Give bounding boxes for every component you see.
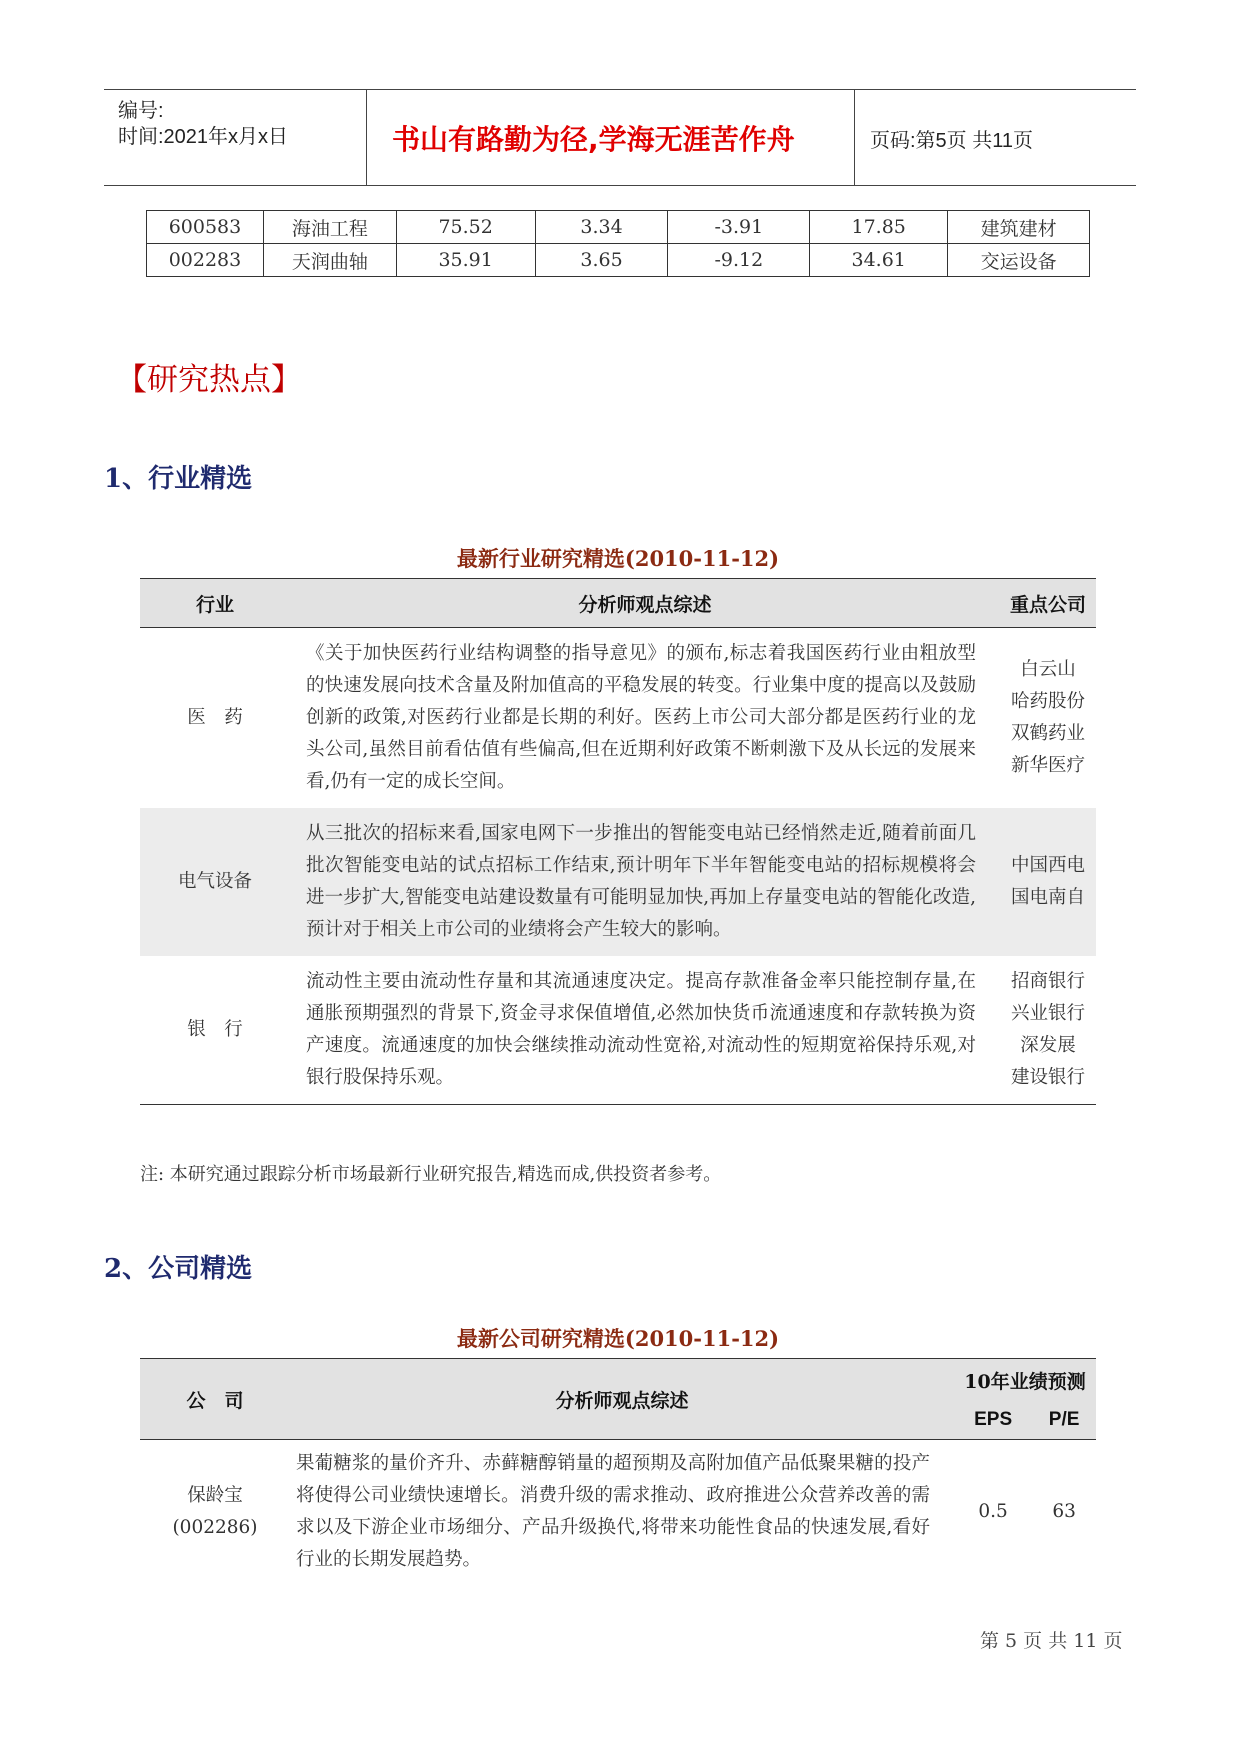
header-page-cell [854, 90, 1136, 185]
analyst-view: 从三批次的招标来看,国家电网下一步推出的智能变电站已经悄然走近,随着前面几批次智能变电站的试点招标工作结束,预计明年下半年智能变电站的招标规模将会进一步扩大,智能变电站建设数量有可能明显加快,再加上存量变电站的智能化改造,预计对于相关上市公司的业绩将会产生较大的影响。 [290, 808, 1000, 956]
stock-code: 002283 [147, 244, 264, 277]
industry-name: 医 药 [187, 707, 243, 728]
stock-name: 天润曲轴 [263, 244, 396, 277]
stock-sector: 交运设备 [948, 244, 1090, 277]
company-name: 新华医疗 [1010, 755, 1085, 776]
table-row [140, 628, 1096, 809]
stock-value: 34.61 [810, 244, 948, 277]
stock-value: 75.52 [396, 211, 535, 244]
analyst-view: 流动性主要由流动性存量和其流通速度决定。提高存款准备金率只能控制存量,在通胀预期强烈的背景下,资金寻求保值增值,必然加快货币流通速度和存款转换为资产速度。流通速度的加快会继续推动流动性宽裕,对流动性的短期宽裕保持乐观,对银行股保持乐观。 [290, 956, 1000, 1105]
table-header-row [140, 1359, 1096, 1402]
company-name: 建设银行 [1010, 1067, 1085, 1088]
company-name: 招商银行 [1010, 971, 1085, 992]
col-header-view: 分析师观点综述 [290, 1359, 954, 1440]
company-name: 中国西电 [1010, 855, 1085, 876]
col-header-pe: P/E [1032, 1401, 1096, 1440]
industry-name: 电气设备 [140, 808, 290, 956]
company-name: 哈药股份 [1010, 691, 1085, 712]
table-note: 注: 本研究通过跟踪分析市场最新行业研究报告,精选而成,供投资者参考。 [140, 1164, 722, 1185]
industry-table [140, 578, 1096, 1105]
company-name: 保龄宝 [187, 1485, 243, 1506]
stock-name: 海油工程 [263, 211, 396, 244]
stock-value: 17.85 [810, 211, 948, 244]
table-row [140, 956, 1096, 1105]
stock-value: -9.12 [668, 244, 810, 277]
pe-value: 63 [1052, 1501, 1076, 1522]
table-row [147, 244, 1090, 277]
company-name: 兴业银行 [1010, 1003, 1085, 1024]
time-label: 时间:2021年x月x日 [118, 126, 289, 148]
industry-name: 银 行 [140, 956, 290, 1105]
page-footer: 第 5 页 共 11 页 [980, 1630, 1123, 1652]
table-row [140, 808, 1096, 956]
stock-value: 3.34 [535, 211, 668, 244]
company-name: 白云山 [1020, 659, 1076, 680]
research-title: 【研究热点】 [116, 362, 302, 398]
header-page-label: 页码:第5页 共11页 [870, 130, 1033, 152]
industry-table-title: 最新行业研究精选(2010-11-12) [456, 546, 780, 571]
company-name: 双鹤药业 [1010, 723, 1085, 744]
table-header-row [140, 579, 1096, 628]
stock-value: -3.91 [668, 211, 810, 244]
stock-table [146, 210, 1090, 277]
analyst-view: 果葡糖浆的量价齐升、赤藓糖醇销量的超预期及高附加值产品低聚果糖的投产将使得公司业绩快速增长。消费升级的需求推动、政府推进公众营养改善的需求以及下游企业市场细分、产品升级换代,将带来功能性食品的快速发展,看好行业的长期发展趋势。 [296, 1453, 930, 1570]
stock-sector: 建筑建材 [948, 211, 1090, 244]
col-header-view: 分析师观点综述 [290, 579, 1000, 628]
stock-code: 600583 [147, 211, 264, 244]
section-title-company: 2、公司精选 [104, 1254, 253, 1284]
table-row [147, 211, 1090, 244]
stock-value: 35.91 [396, 244, 535, 277]
company-name: 国电南自 [1010, 887, 1085, 908]
key-companies [1000, 956, 1096, 1105]
header-motto: 书山有路勤为径,学海无涯苦作舟 [392, 123, 795, 156]
table-row [140, 1440, 1096, 1585]
col-header-eps: EPS [954, 1401, 1032, 1440]
header-motto-cell [366, 90, 855, 185]
header-meta [104, 90, 367, 185]
stock-value: 3.65 [535, 244, 668, 277]
col-header-industry: 行业 [140, 579, 290, 628]
company-table-title: 最新公司研究精选(2010-11-12) [456, 1326, 780, 1351]
company-name: 深发展 [1020, 1035, 1076, 1056]
key-companies [1000, 628, 1096, 809]
eps-value: 0.5 [978, 1501, 1008, 1522]
page-header [104, 89, 1136, 186]
serial-label: 编号: [118, 100, 164, 122]
col-header-forecast: 10年业绩预测 [954, 1359, 1096, 1402]
company-table [140, 1358, 1096, 1584]
analyst-view: 《关于加快医药行业结构调整的指导意见》的颁布,标志着我国医药行业由粗放型的快速发展向技术含量及附加值高的平稳发展的转变。行业集中度的提高以及鼓励创新的政策,对医药行业都是长期的利好。医药上市公司大部分都是医药行业的龙头公司,虽然目前看估值有些偏高,但在近期利好政策不断刺激下及从长远的发展来看,仍有一定的成长空间。 [306, 643, 976, 792]
section-title-industry: 1、行业精选 [104, 464, 253, 494]
key-companies [1000, 808, 1096, 956]
company-cell [140, 1440, 290, 1585]
col-header-company: 公 司 [140, 1359, 290, 1440]
col-header-companies: 重点公司 [1000, 579, 1096, 628]
company-code: (002286) [172, 1517, 258, 1538]
